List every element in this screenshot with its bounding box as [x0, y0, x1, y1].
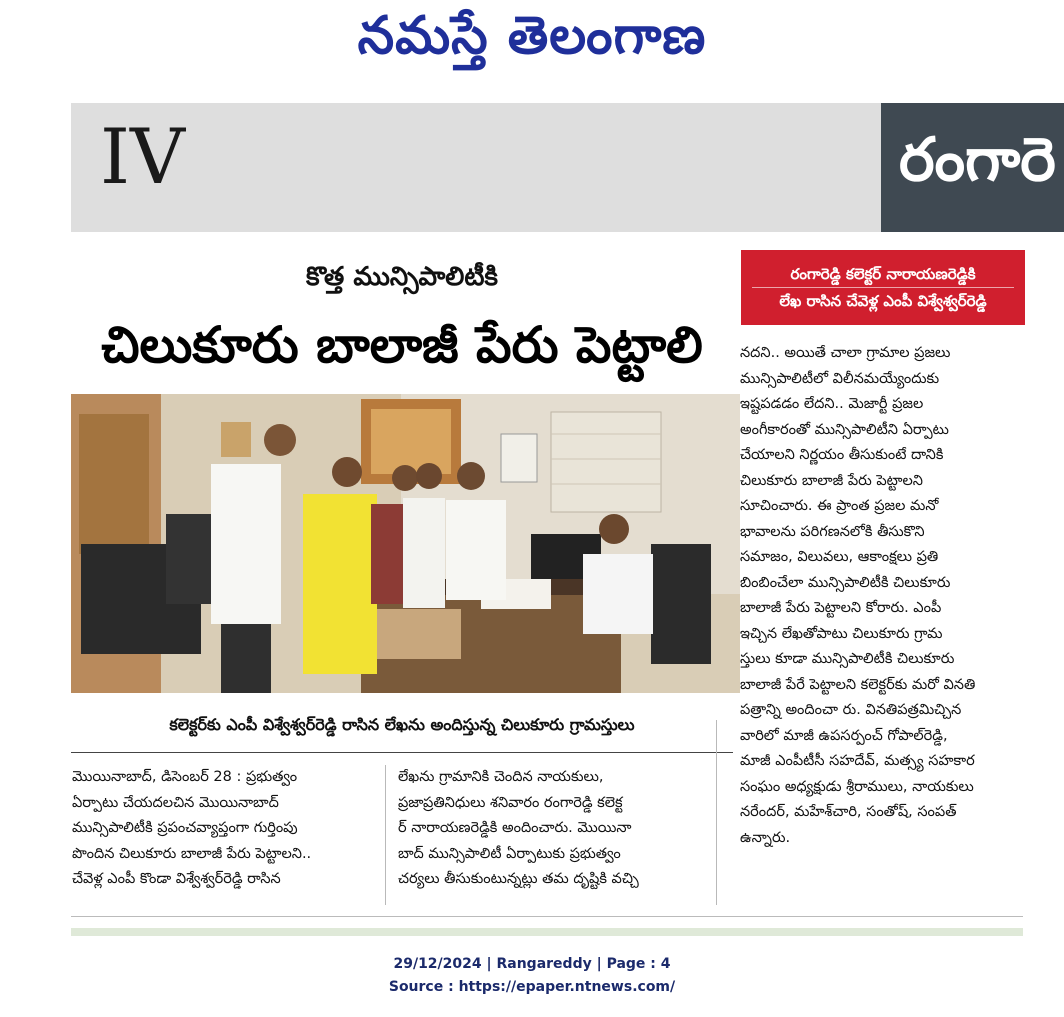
highlight-line: లేఖ రాసిన చేవెళ్ల ఎంపీ విశ్వేశ్వర్‌రెడ్డి	[779, 292, 987, 310]
text-line: మొయినాబాద్, డిసెంబర్ 28 : ప్రభుత్వం	[72, 769, 298, 785]
text-line: ఉన్నారు.	[740, 829, 791, 846]
text-line: స్తులు కూడా మున్సిపాలిటీకి చిలుకూరు	[740, 651, 955, 667]
caption-divider	[71, 752, 733, 753]
text-line: ర్ నారాయణరెడ్డికి అందించారు. మొయినా	[398, 820, 632, 836]
district-banner	[881, 103, 1064, 232]
text-line: బాలాజీ పేరు పెట్టాలని కోరారు. ఎంపీ	[740, 600, 942, 616]
highlight-box	[741, 250, 1025, 325]
article-column-3	[740, 341, 1026, 851]
text-line: ఇచ్చిన లేఖతోపాటు చిలుకూరు గ్రామ	[740, 625, 943, 642]
text-line: ప్రజాప్రతినిధులు శనివారం రంగారెడ్డి కలెక్ట	[398, 794, 623, 811]
photo-illustration	[71, 394, 740, 693]
article-headline: చిలుకూరు బాలాజీ పేరు పెట్టాలి	[101, 316, 703, 374]
article-column-1	[72, 765, 374, 893]
text-line: సమాజం, విలువలు, ఆకాంక్షలు ప్రతి	[740, 549, 939, 565]
page-numeral: IV	[100, 112, 185, 201]
column-divider	[385, 765, 386, 905]
text-line: బింబించేలా మున్సిపాలిటీకి చిలుకూరు	[740, 574, 951, 591]
text-line: మున్సిపాలిటీకి ప్రపంచవ్యాప్తంగా గుర్తింపు	[72, 820, 298, 836]
text-line: బాలాజీ పేరే పెట్టాలని కలెక్టర్‌కు మరో వినతి	[740, 676, 976, 693]
article-kicker: కొత్త మున్సిపాలిటీకి	[305, 262, 499, 292]
text-line: చర్యలు తీసుకుంటున్నట్లు తమ దృష్టికి వచ్చి	[398, 871, 639, 887]
text-line: చిలుకూరు బాలాజీ పేరు పెట్టాలని	[740, 472, 923, 489]
text-line: మున్సిపాలిటీలో విలీనమయ్యేందుకు	[740, 370, 940, 387]
column-divider	[716, 720, 717, 905]
article-column-2	[398, 765, 698, 893]
text-line: సూచించారు. ఈ ప్రాంత ప్రజల మనో	[740, 498, 939, 514]
text-line: నరేందర్, మహేశ్‌చారి, సంతోష్, సంపత్	[740, 804, 957, 820]
highlight-line: రంగారెడ్డి కలెక్టర్ నారాయణరెడ్డికి	[790, 265, 976, 283]
footer-date-line: 29/12/2024 | Rangareddy | Page : 4	[393, 956, 671, 972]
photo-caption: కలెక్టర్‌కు ఎంపీ విశ్వేశ్వర్‌రెడ్డి రాసిన లేఖను అందిస్తున్న చిలుకూరు గ్రామస్తులు	[169, 715, 635, 734]
news-photo	[71, 394, 740, 693]
text-line: చేవెళ్ల ఎంపీ కొండా విశ్వేశ్వర్‌రెడ్డి రాసిన	[72, 871, 281, 887]
text-line: నదని.. అయితే చాలా గ్రామాల ప్రజలు	[740, 345, 951, 361]
text-line: చేయాలని నిర్ణయం తీసుకుంటే దానికి	[740, 447, 944, 463]
text-line: సంఘం అధ్యక్షుడు శ్రీరాములు, నాయకులు	[740, 778, 974, 795]
text-line: అంగీకారంతో మున్సిపాలిటీని ఏర్పాటు	[740, 421, 949, 438]
text-line: భావాలను పరిగణనలోకి తీసుకొని	[740, 523, 925, 540]
text-line: లేఖను గ్రామానికి చెందిన నాయకులు,	[398, 769, 604, 785]
text-line: ఇష్టపడడం లేదని.. మెజార్టీ ప్రజల	[740, 396, 924, 412]
newspaper-logo: నమస్తే తెలంగాణ	[357, 6, 707, 66]
text-line: పత్రాన్ని అందించా రు. వినతిపత్రమిచ్చిన	[740, 702, 962, 718]
district-label: రంగారె	[899, 125, 1056, 195]
bottom-divider	[71, 916, 1023, 917]
text-line: బాద్ మున్సిపాలిటీ ఏర్పాటుకు ప్రభుత్వం	[398, 845, 621, 862]
text-line: మాజీ ఎంపీటీసీ సహదేవ్, మత్స్య సహకార	[740, 753, 975, 769]
bottom-band	[71, 928, 1023, 936]
masthead	[0, 0, 1064, 92]
footer-source-link[interactable]: Source : https://epaper.ntnews.com/	[388, 979, 676, 995]
text-line: పొందిన చిలుకూరు బాలాజీ పేరు పెట్టాలని..	[72, 845, 312, 862]
text-line: వారిలో మాజీ ఉపసర్పంచ్ గోపాల్‌రెడ్డి,	[740, 727, 948, 744]
text-line: ఏర్పాటు చేయదలచిన మొయినాబాద్	[72, 794, 279, 811]
